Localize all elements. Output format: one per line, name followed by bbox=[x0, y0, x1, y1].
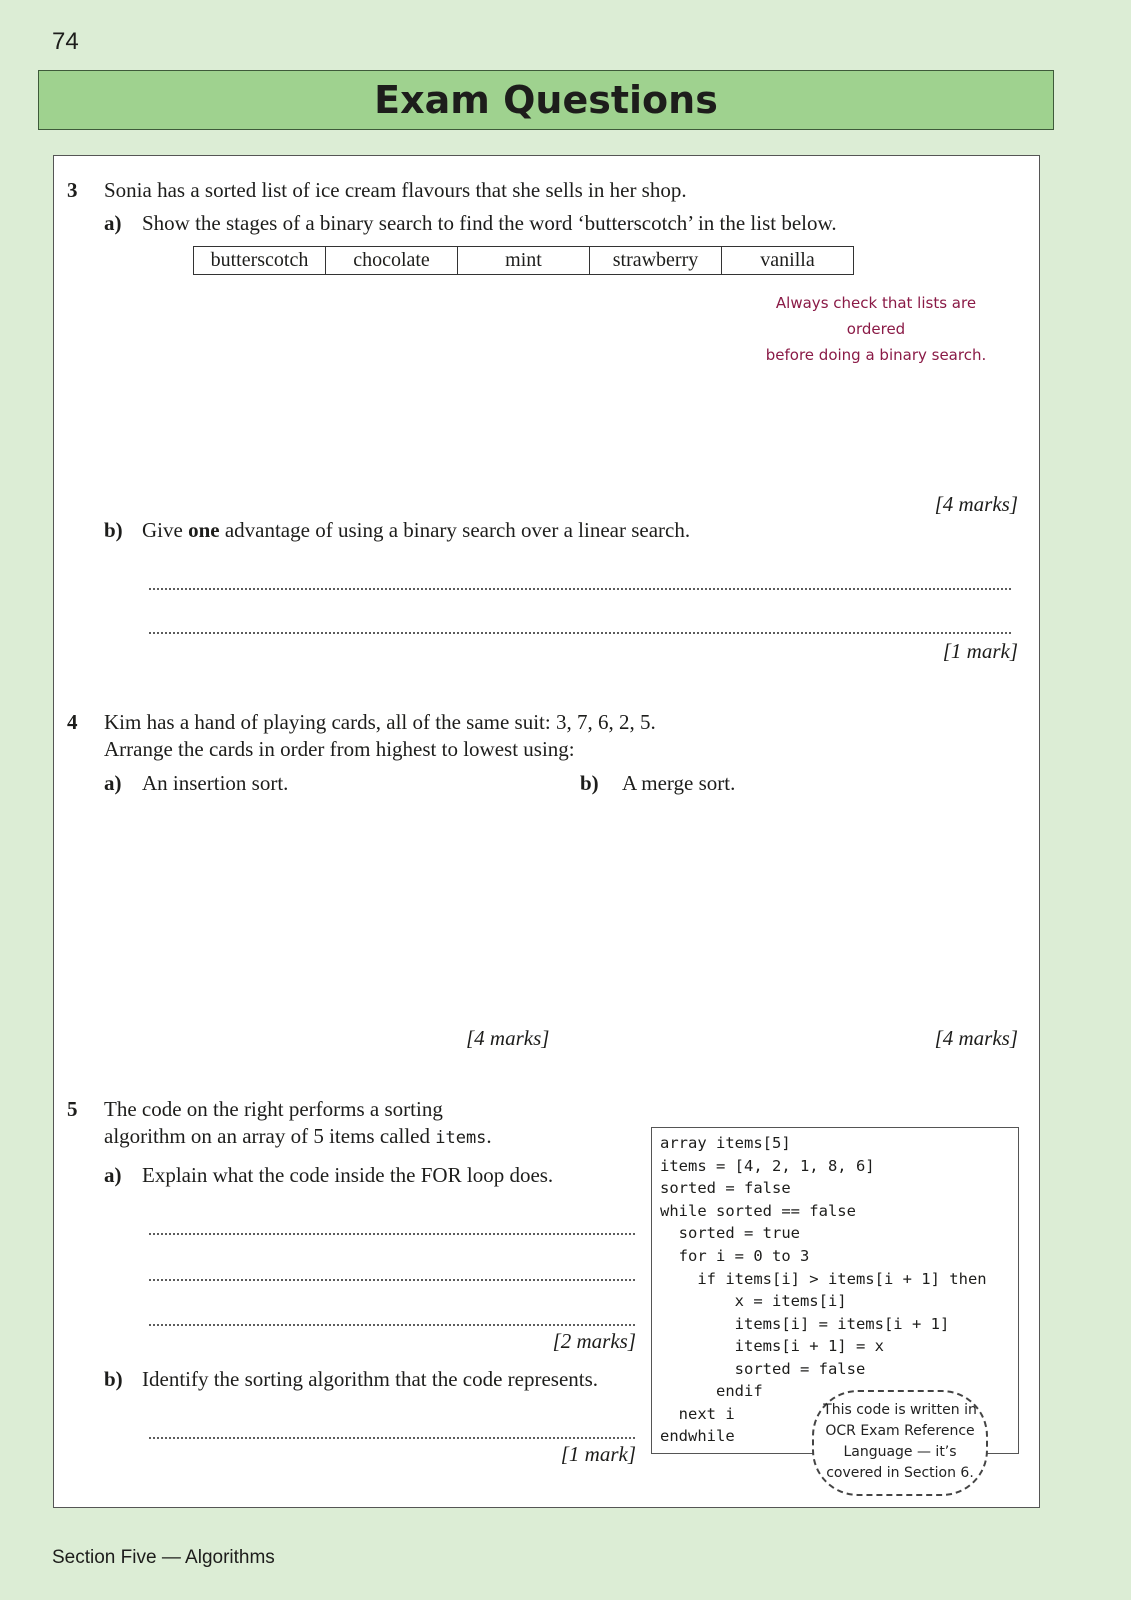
question-4b-label: b) bbox=[580, 771, 599, 795]
code-line: next i bbox=[660, 1405, 735, 1423]
flavour-cell: strawberry bbox=[590, 247, 722, 275]
question-5a-marks: [2 marks] bbox=[552, 1329, 636, 1353]
question-5a-text: Explain what the code inside the FOR loop does. bbox=[142, 1163, 554, 1187]
code-line: items[i] = items[i + 1] bbox=[660, 1315, 950, 1333]
answer-line[interactable] bbox=[148, 588, 1012, 590]
code-line: while sorted == false bbox=[660, 1202, 856, 1220]
code-note-bubble bbox=[812, 1390, 988, 1496]
note-line: Language — it’s bbox=[843, 1444, 957, 1460]
note-line: covered in Section 6. bbox=[826, 1465, 974, 1481]
question-4-stem-line2: Arrange the cards in order from highest to lowest using: bbox=[104, 737, 575, 761]
binary-search-hint bbox=[746, 290, 1006, 368]
code-line: items[i + 1] = x bbox=[660, 1337, 884, 1355]
inline-code: items bbox=[435, 1128, 487, 1148]
question-5b-text: Identify the sorting algorithm that the code represents. bbox=[142, 1367, 599, 1391]
code-line: if items[i] > items[i + 1] then bbox=[660, 1270, 987, 1288]
title-banner bbox=[38, 70, 1054, 130]
question-5b-label: b) bbox=[104, 1367, 123, 1391]
section-footer: Section Five — Algorithms bbox=[52, 1547, 275, 1568]
text-part: advantage of using a binary search over a linear search. bbox=[219, 518, 691, 542]
question-3a-label: a) bbox=[104, 211, 122, 235]
answer-line[interactable] bbox=[148, 632, 1012, 634]
code-line: endwhile bbox=[660, 1427, 735, 1445]
text-bold-part: one bbox=[188, 518, 220, 542]
page-number: 74 bbox=[52, 28, 79, 55]
question-4b-text: A merge sort. bbox=[622, 771, 736, 795]
text-part: Give bbox=[142, 518, 189, 542]
question-4a-label: a) bbox=[104, 771, 122, 795]
answer-line[interactable] bbox=[148, 1233, 636, 1235]
question-4a-text: An insertion sort. bbox=[142, 771, 289, 795]
question-4-stem-line1: Kim has a hand of playing cards, all of the same suit: 3, 7, 6, 2, 5. bbox=[104, 710, 656, 734]
question-3a-text: Show the stages of a binary search to find the word ‘butterscotch’ in the list below. bbox=[142, 211, 837, 235]
question-3b-label: b) bbox=[104, 518, 123, 542]
question-5-stem-line2 bbox=[104, 1126, 492, 1147]
code-line: array items[5] bbox=[660, 1134, 791, 1152]
code-line: sorted = true bbox=[660, 1224, 800, 1242]
flavour-list-table bbox=[193, 246, 854, 275]
flavour-cell: butterscotch bbox=[194, 247, 326, 275]
question-4-number: 4 bbox=[67, 710, 78, 734]
answer-line[interactable] bbox=[148, 1437, 636, 1439]
question-3a-marks: [4 marks] bbox=[934, 492, 1018, 516]
question-5b-marks: [1 mark] bbox=[560, 1442, 636, 1466]
code-line: sorted = false bbox=[660, 1179, 791, 1197]
question-3-number: 3 bbox=[67, 178, 78, 202]
code-line: x = items[i] bbox=[660, 1292, 847, 1310]
question-3-stem: Sonia has a sorted list of ice cream flavours that she sells in her shop. bbox=[104, 178, 687, 202]
code-line: items = [4, 2, 1, 8, 6] bbox=[660, 1157, 875, 1175]
question-5-stem-line1: The code on the right performs a sorting bbox=[104, 1097, 443, 1121]
question-3b-text bbox=[142, 520, 690, 541]
question-5a-label: a) bbox=[104, 1163, 122, 1187]
text-part: . bbox=[486, 1124, 492, 1148]
question-4b-marks: [4 marks] bbox=[934, 1026, 1018, 1050]
flavour-cell: vanilla bbox=[722, 247, 854, 275]
code-line: for i = 0 to 3 bbox=[660, 1247, 810, 1265]
question-3b-marks: [1 mark] bbox=[942, 639, 1018, 663]
flavour-cell: mint bbox=[458, 247, 590, 275]
code-line: sorted = false bbox=[660, 1360, 866, 1378]
answer-line[interactable] bbox=[148, 1324, 636, 1326]
note-line: OCR Exam Reference bbox=[825, 1423, 975, 1439]
hint-line: Always check that lists are ordered bbox=[775, 294, 977, 338]
question-5-number: 5 bbox=[67, 1097, 78, 1121]
hint-line: before doing a binary search. bbox=[765, 346, 987, 364]
flavour-cell: chocolate bbox=[326, 247, 458, 275]
page-title: Exam Questions bbox=[374, 78, 718, 122]
note-line: This code is written in bbox=[823, 1402, 977, 1418]
answer-line[interactable] bbox=[148, 1279, 636, 1281]
code-line: endif bbox=[660, 1382, 763, 1400]
question-4a-marks: [4 marks] bbox=[466, 1026, 550, 1050]
text-part: algorithm on an array of 5 items called bbox=[104, 1124, 436, 1148]
